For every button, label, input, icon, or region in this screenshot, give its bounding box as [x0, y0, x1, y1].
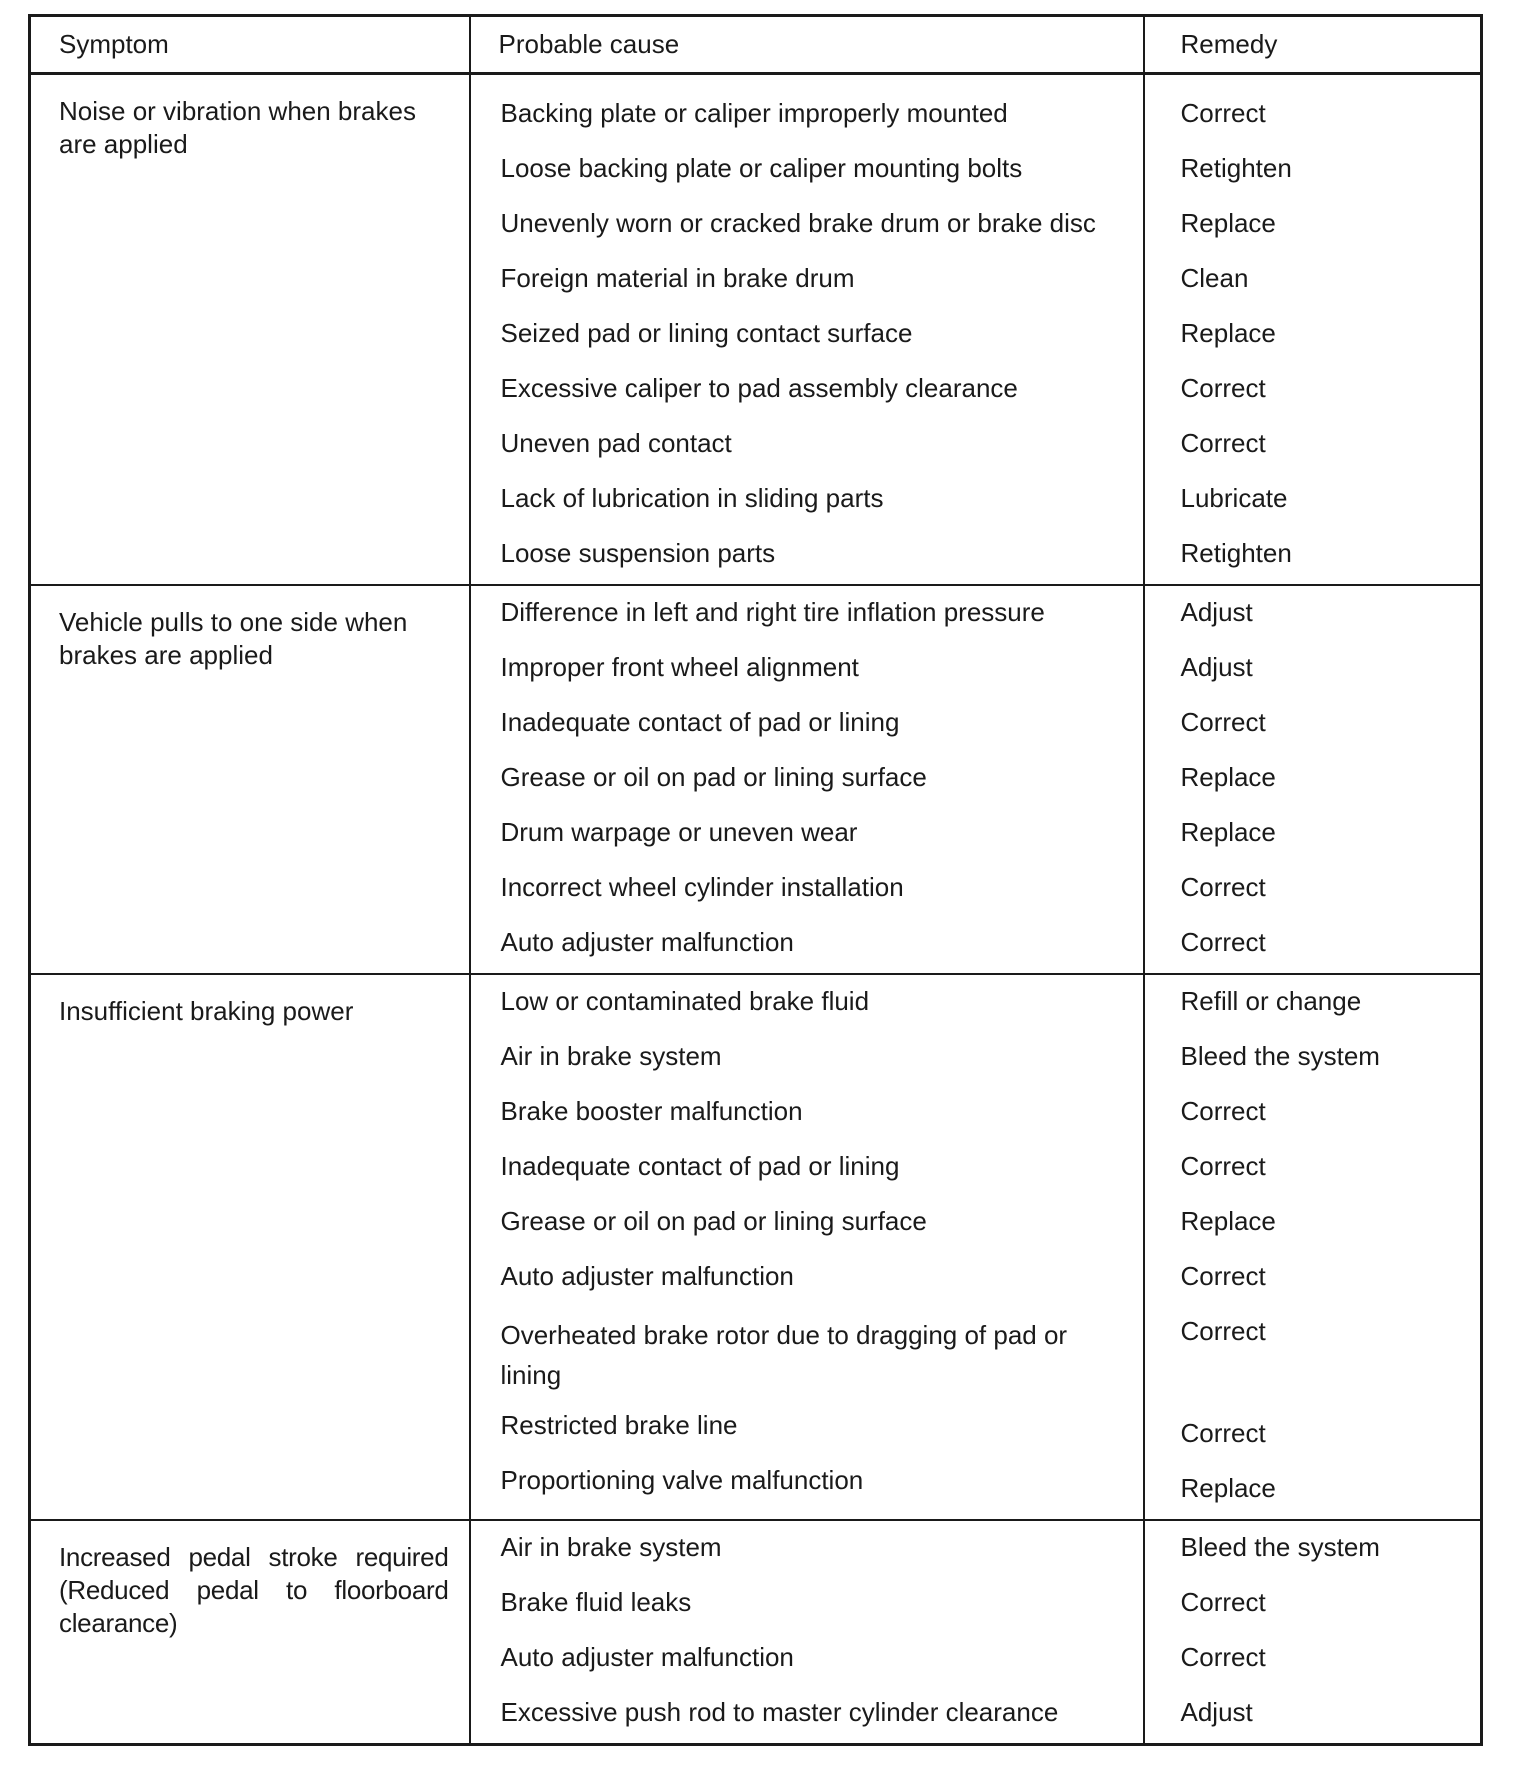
symptom-group — [30, 74, 1482, 586]
table-row — [30, 74, 1482, 586]
symptom-group — [30, 585, 1482, 974]
probable-cause-text: Excessive caliper to pad assembly clearance — [500, 373, 1018, 403]
probable-cause-text: Foreign material in brake drum — [500, 263, 855, 293]
probable-cause-text: Difference in left and right tire inflation pressure — [500, 597, 1045, 627]
probable-cause-text: Overheated brake rotor due to dragging of pad or lining — [500, 1320, 1068, 1390]
probable-cause-text: Incorrect wheel cylinder installation — [500, 872, 904, 902]
symptom-cell: Noise or vibration when brakes are applied — [30, 74, 470, 586]
probable-cause-text: Air in brake system — [500, 1532, 722, 1562]
probable-cause-text: Auto adjuster malfunction — [500, 1261, 794, 1291]
remedy-text: Correct — [1180, 428, 1266, 458]
cause-cell — [470, 74, 1144, 586]
cause-cell — [470, 974, 1144, 1520]
remedy-text: Clean — [1180, 263, 1249, 293]
probable-cause-text: Lack of lubrication in sliding parts — [500, 483, 884, 513]
table-row — [30, 974, 1482, 1520]
remedy-cell — [1144, 1520, 1482, 1745]
probable-cause-text: Brake booster malfunction — [500, 1096, 803, 1126]
remedy-text: Correct — [1180, 1151, 1266, 1181]
probable-cause-text: Uneven pad contact — [500, 428, 732, 458]
probable-cause-text: Auto adjuster malfunction — [500, 927, 794, 957]
cause-cell — [470, 585, 1144, 974]
header-remedy: Remedy — [1144, 16, 1482, 74]
probable-cause-text: Auto adjuster malfunction — [500, 1642, 794, 1672]
remedy-text: Lubricate — [1180, 483, 1288, 513]
remedy-text: Refill or change — [1180, 986, 1362, 1016]
remedy-text: Adjust — [1180, 652, 1253, 682]
remedy-text: Correct — [1180, 1587, 1266, 1617]
remedy-cell — [1144, 74, 1482, 586]
remedy-text: Replace — [1180, 208, 1276, 238]
symptom-cell: Vehicle pulls to one side when brakes are applied — [30, 585, 470, 974]
probable-cause-text: Restricted brake line — [500, 1410, 738, 1440]
remedy-text: Retighten — [1180, 153, 1292, 183]
probable-cause-text: Grease or oil on pad or lining surface — [500, 1206, 927, 1236]
table-row — [30, 585, 1482, 974]
symptom-group — [30, 1520, 1482, 1745]
remedy-text: Correct — [1180, 1316, 1266, 1346]
remedy-text: Replace — [1180, 318, 1276, 348]
remedy-text: Adjust — [1180, 597, 1253, 627]
remedy-text: Replace — [1180, 1206, 1276, 1236]
remedy-text: Correct — [1180, 1096, 1266, 1126]
probable-cause-text: Improper front wheel alignment — [500, 652, 859, 682]
symptom-group — [30, 974, 1482, 1520]
remedy-text: Bleed the system — [1180, 1041, 1380, 1071]
table-row — [30, 1520, 1482, 1745]
remedy-text: Correct — [1180, 1642, 1266, 1672]
probable-cause-text: Loose backing plate or caliper mounting bolts — [500, 153, 1023, 183]
table-header — [30, 16, 1482, 74]
cause-cell — [470, 1520, 1144, 1745]
probable-cause-text: Low or contaminated brake fluid — [500, 986, 870, 1016]
remedy-text: Correct — [1180, 927, 1266, 957]
remedy-text: Replace — [1180, 762, 1276, 792]
probable-cause-text: Backing plate or caliper improperly mounted — [500, 98, 1008, 128]
probable-cause-text: Inadequate contact of pad or lining — [500, 707, 900, 737]
remedy-text: Correct — [1180, 1418, 1266, 1448]
remedy-text: Correct — [1180, 373, 1266, 403]
probable-cause-text: Brake fluid leaks — [500, 1587, 692, 1617]
symptom-cell: Increased pedal stroke required (Reduced pedal to floorboard clearance) — [30, 1520, 470, 1745]
remedy-text: Correct — [1180, 1261, 1266, 1291]
probable-cause-text: Unevenly worn or cracked brake drum or brake disc — [500, 208, 1096, 238]
probable-cause-text: Seized pad or lining contact surface — [500, 318, 913, 348]
probable-cause-text: Loose suspension parts — [500, 538, 776, 568]
remedy-cell — [1144, 585, 1482, 974]
remedy-text: Replace — [1180, 817, 1276, 847]
probable-cause-text: Air in brake system — [500, 1041, 722, 1071]
remedy-text: Correct — [1180, 98, 1266, 128]
remedy-text: Retighten — [1180, 538, 1292, 568]
probable-cause-text: Grease or oil on pad or lining surface — [500, 762, 927, 792]
symptom-cell: Insufficient braking power — [30, 974, 470, 1520]
remedy-text: Adjust — [1180, 1697, 1253, 1727]
remedy-text: Replace — [1180, 1473, 1276, 1503]
remedy-text: Correct — [1180, 707, 1266, 737]
troubleshooting-table — [28, 14, 1483, 1746]
remedy-cell — [1144, 974, 1482, 1520]
probable-cause-text: Proportioning valve malfunction — [500, 1465, 864, 1495]
remedy-text: Correct — [1180, 872, 1266, 902]
header-symptom: Symptom — [30, 16, 470, 74]
probable-cause-text: Inadequate contact of pad or lining — [500, 1151, 900, 1181]
remedy-text: Bleed the system — [1180, 1532, 1380, 1562]
header-probable-cause: Probable cause — [470, 16, 1144, 74]
probable-cause-text: Excessive push rod to master cylinder clearance — [500, 1697, 1059, 1727]
probable-cause-text: Drum warpage or uneven wear — [500, 817, 858, 847]
